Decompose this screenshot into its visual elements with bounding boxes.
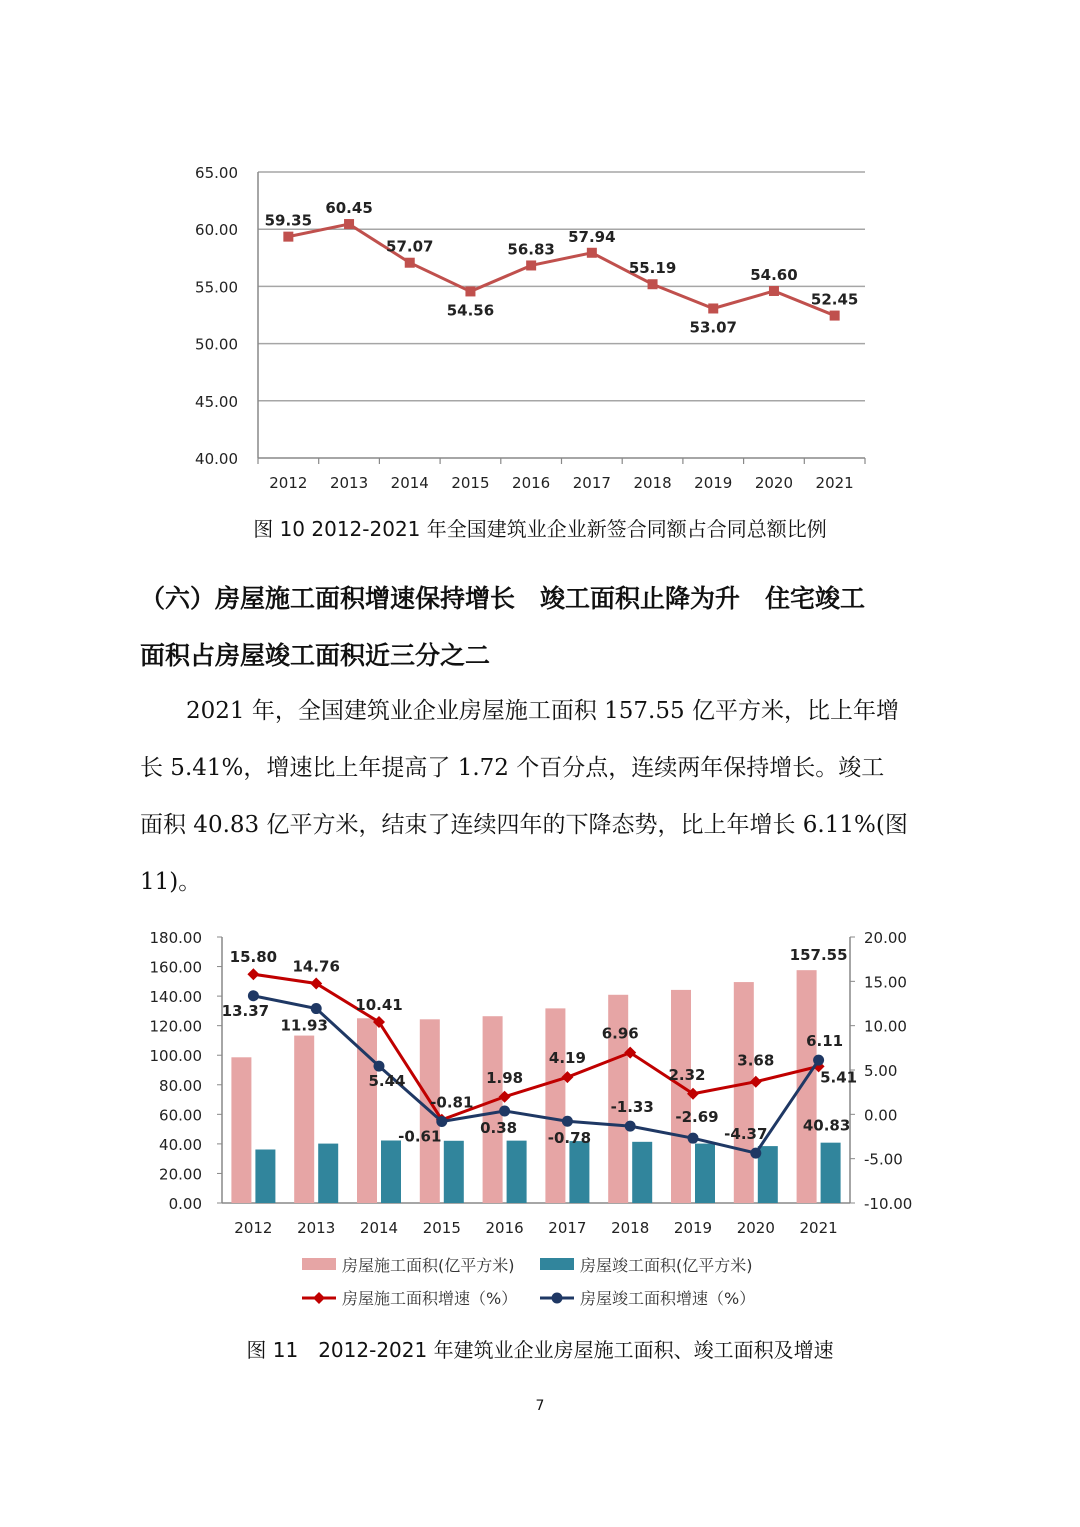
x-tick-label: 2019 <box>673 1219 713 1237</box>
completed-growth-point <box>813 1055 824 1066</box>
completed-area-bar <box>381 1140 401 1203</box>
data-label: 59.35 <box>264 211 313 230</box>
completed-area-bar <box>444 1141 464 1203</box>
data-label: 54.56 <box>446 301 495 320</box>
construction-growth-label: 6.96 <box>601 1024 639 1043</box>
y-tick-label: 45.00 <box>195 392 238 411</box>
construction-area-bar <box>545 1008 565 1203</box>
section-heading <box>140 570 940 684</box>
completed-growth-point <box>499 1105 510 1116</box>
legend-marker <box>313 1292 325 1304</box>
left-y-tick-label: 80.00 <box>159 1076 202 1095</box>
completed-growth-label: 0.38 <box>480 1118 518 1137</box>
x-tick-label: 2013 <box>329 474 369 492</box>
legend-label: 房屋竣工面积增速（%） <box>580 1289 756 1308</box>
left-y-tick-label: 140.00 <box>149 988 202 1007</box>
x-tick-label: 2014 <box>359 1219 399 1237</box>
x-tick-label: 2016 <box>512 474 551 492</box>
left-y-tick-label: 20.00 <box>159 1165 202 1184</box>
figure-10-caption: 图 10 2012-2021 年全国建筑业企业新签合同额占合同总额比例 <box>253 517 827 541</box>
x-tick-label: 2020 <box>736 1219 775 1237</box>
x-tick-label: 2018 <box>633 474 672 492</box>
completed-growth-label: -2.69 <box>675 1108 719 1127</box>
data-point <box>648 279 658 289</box>
data-point <box>769 286 779 296</box>
completed-area-bar <box>255 1150 275 1203</box>
construction-area-bar <box>357 1018 377 1203</box>
completed-growth-label: 13.37 <box>221 1001 270 1020</box>
x-tick-label: 2016 <box>485 1219 524 1237</box>
data-label: 54.60 <box>750 265 798 284</box>
construction-growth-label: 14.76 <box>292 957 340 976</box>
completed-area-bar <box>507 1141 527 1203</box>
completed-growth-label: 11.93 <box>280 1016 328 1035</box>
completed-growth-point <box>374 1061 385 1072</box>
completed-growth-point <box>625 1121 636 1132</box>
x-tick-label: 2013 <box>297 1219 336 1237</box>
construction-area-bar <box>231 1057 251 1203</box>
construction-area-bar <box>734 982 754 1203</box>
right-y-tick-label: 20.00 <box>864 929 907 947</box>
completed-area-bar <box>695 1144 715 1203</box>
y-tick-label: 40.00 <box>195 450 238 468</box>
x-tick-label: 2020 <box>754 474 794 492</box>
construction-growth-label: 5.41 <box>820 1068 858 1087</box>
right-y-tick-label: 5.00 <box>864 1062 898 1080</box>
legend-swatch <box>540 1258 574 1270</box>
left-y-tick-label: 0.00 <box>168 1195 202 1213</box>
y-tick-label: 65.00 <box>195 164 238 182</box>
section-heading-line-1: （六）房屋施工面积增速保持增长 竣工面积止降为升 住宅竣工 <box>140 584 866 613</box>
x-tick-label: 2014 <box>390 474 429 492</box>
legend-label: 房屋施工面积(亿平方米) <box>342 1256 515 1275</box>
data-label: 52.45 <box>810 290 859 309</box>
left-y-tick-label: 40.00 <box>159 1135 202 1154</box>
section-heading-line-2: 面积占房屋竣工面积近三分之二 <box>140 641 491 670</box>
completed-area-bar <box>821 1143 841 1203</box>
data-point <box>526 260 536 270</box>
x-tick-label: 2021 <box>799 1219 838 1237</box>
legend-label: 房屋施工面积增速（%） <box>342 1289 518 1308</box>
completed-growth-point <box>562 1116 573 1127</box>
construction-growth-label: 10.41 <box>355 996 403 1015</box>
right-y-tick-label: 0.00 <box>864 1106 898 1125</box>
x-tick-label: 2015 <box>451 474 490 492</box>
left-y-tick-label: 120.00 <box>149 1017 202 1036</box>
completed-growth-label: 5.44 <box>368 1072 406 1091</box>
paragraph-line: 2021 年，全国建筑业企业房屋施工面积 157.55 亿平方米，比上年增 <box>186 698 899 724</box>
right-y-tick-label: -10.00 <box>864 1195 913 1213</box>
completed-growth-label: -1.33 <box>610 1098 654 1117</box>
completed-area-bar <box>632 1142 652 1203</box>
data-label: 53.07 <box>689 318 737 337</box>
y-tick-label: 60.00 <box>195 221 238 240</box>
data-point <box>405 258 415 268</box>
x-tick-label: 2012 <box>269 474 308 492</box>
completed-growth-point <box>750 1148 761 1159</box>
construction-growth-label: 3.68 <box>737 1051 775 1070</box>
figure-11-combo-chart <box>0 915 1080 1335</box>
data-label: 57.94 <box>568 227 616 246</box>
completed-area-bar <box>569 1141 589 1203</box>
right-y-tick-label: 10.00 <box>864 1017 907 1036</box>
paragraph-line: 11)。 <box>140 869 202 895</box>
data-point <box>344 219 354 229</box>
left-y-tick-label: 160.00 <box>149 958 202 977</box>
data-label: 55.19 <box>628 259 677 278</box>
construction-area-bar <box>671 990 691 1203</box>
construction-growth-label: 1.98 <box>486 1068 524 1087</box>
y-tick-label: 55.00 <box>195 278 238 297</box>
x-tick-label: 2017 <box>548 1219 587 1237</box>
paragraph-line: 面积 40.83 亿平方米，结束了连续四年的下降态势，比上年增长 6.11%(图 <box>140 812 908 838</box>
completed-growth-point <box>311 1003 322 1014</box>
data-label: 57.07 <box>386 237 434 256</box>
left-y-tick-label: 180.00 <box>149 929 202 947</box>
construction-growth-label: 15.80 <box>229 948 278 967</box>
data-label: 56.83 <box>507 240 555 259</box>
legend-swatch <box>302 1258 336 1270</box>
completed-growth-label: -4.37 <box>724 1125 768 1144</box>
x-tick-label: 2018 <box>611 1219 650 1237</box>
x-tick-label: 2015 <box>422 1219 461 1237</box>
body-paragraph <box>140 683 935 911</box>
x-tick-label: 2017 <box>572 474 611 492</box>
legend-label: 房屋竣工面积(亿平方米) <box>580 1256 753 1275</box>
data-label: 60.45 <box>325 199 373 218</box>
completed-growth-point <box>436 1116 447 1127</box>
construction-area-label: 157.55 <box>789 946 848 965</box>
construction-growth-label: -0.61 <box>398 1127 442 1146</box>
completed-growth-point <box>248 990 259 1001</box>
right-y-tick-label: 15.00 <box>864 973 907 992</box>
legend-marker <box>552 1293 563 1304</box>
figure-11-caption: 图 11 2012-2021 年建筑业企业房屋施工面积、竣工面积及增速 <box>246 1338 834 1362</box>
completed-area-bar <box>318 1144 338 1203</box>
right-y-tick-label: -5.00 <box>864 1150 903 1169</box>
paragraph-line: 长 5.41%，增速比上年提高了 1.72 个百分点，连续两年保持增长。竣工 <box>140 755 885 781</box>
construction-area-bar <box>294 1036 314 1203</box>
page-number: 7 <box>535 1398 545 1414</box>
completed-growth-label: 6.11 <box>806 1032 844 1051</box>
completed-growth-label: -0.78 <box>547 1129 592 1148</box>
construction-growth-point <box>247 968 259 980</box>
data-point <box>830 311 840 321</box>
data-point <box>708 303 718 313</box>
completed-growth-point <box>688 1133 699 1144</box>
data-point <box>587 248 597 258</box>
x-tick-label: 2019 <box>694 474 733 492</box>
data-point <box>283 232 293 242</box>
x-tick-label: 2021 <box>815 474 854 492</box>
y-tick-label: 50.00 <box>195 335 238 354</box>
left-y-tick-label: 60.00 <box>159 1106 202 1125</box>
data-point <box>465 286 475 296</box>
x-tick-label: 2012 <box>234 1219 273 1237</box>
construction-growth-label: 2.32 <box>668 1065 706 1084</box>
construction-growth-label: 4.19 <box>548 1049 586 1068</box>
completed-growth-label: -0.81 <box>430 1093 474 1112</box>
left-y-tick-label: 100.00 <box>149 1047 202 1066</box>
completed-area-label: 40.83 <box>802 1116 851 1135</box>
